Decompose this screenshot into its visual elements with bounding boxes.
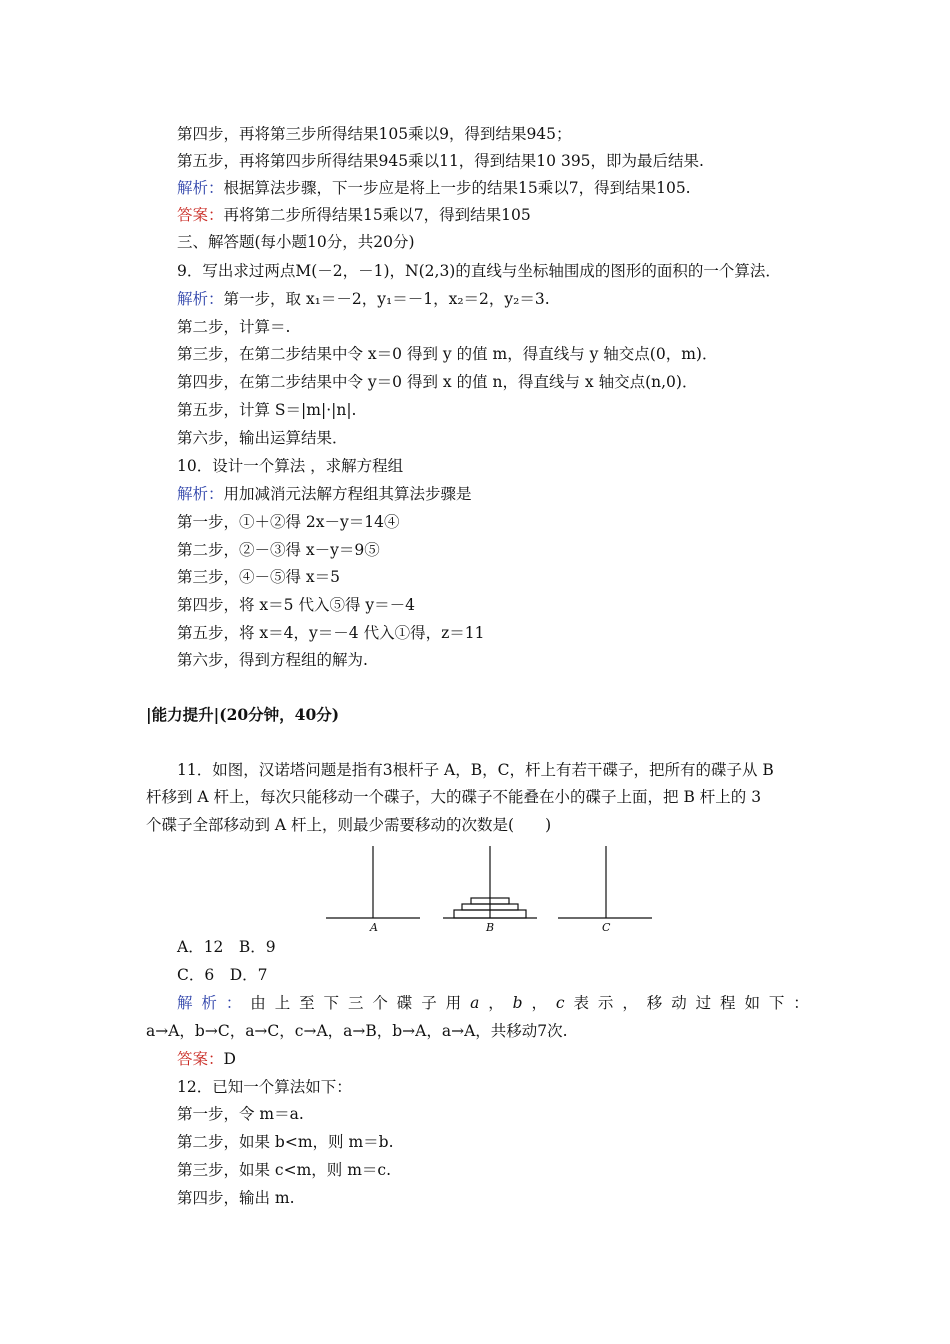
analysis-char: 移	[646, 994, 663, 1012]
text-line: 第四步，将 x＝5 代入⑤得 y＝－4	[177, 596, 416, 614]
rod-label-a: A	[370, 921, 378, 934]
analysis-char: ，	[488, 994, 504, 1012]
analysis-char: 下	[323, 994, 340, 1012]
analysis-char: 用	[445, 994, 462, 1012]
analysis-char: 程	[720, 994, 736, 1012]
text-line: 第一步，①＋②得 2x－y＝14④	[177, 513, 400, 531]
text-line: 第六步，输出运算结果．	[177, 429, 348, 447]
analysis-char: 由	[250, 994, 266, 1012]
text-line: 第四步，在第二步结果中令 y＝0 得到 x 的值 n，得直线与 x 轴交点(n,0)．	[177, 373, 698, 391]
question-9: 9．写出求过两点M(－2，－1)，N(2,3)的直线与坐标轴围成的图形的面积的一个算法．	[177, 262, 781, 280]
text-line: 第五步，再将第四步所得结果945乘以11，得到结果10 395，即为最后结果.	[177, 152, 704, 170]
analysis-label: 解析：	[177, 179, 224, 197]
options-ab: A．12 B．9	[177, 938, 276, 956]
analysis-line	[177, 289, 550, 309]
analysis-label-char: 解	[177, 994, 193, 1012]
analysis-char: 示	[597, 994, 614, 1012]
analysis-char: 表	[573, 994, 590, 1012]
text-line: 第二步，②－③得 x－y＝9⑤	[177, 541, 380, 559]
hanoi-figure	[320, 843, 660, 935]
analysis-label-char: ：	[225, 994, 242, 1012]
text-line: 第一步，令 m＝a.	[177, 1105, 304, 1123]
analysis-char: 三	[347, 994, 364, 1012]
question-10: 10．设计一个算法 ，求解方程组	[177, 457, 404, 475]
analysis-char: c	[555, 994, 565, 1012]
question-11: 11．如图，汉诺塔问题是指有3根杆子 A，B，C，杆上有若干碟子，把所有的碟子从 B	[177, 761, 774, 779]
analysis-char: 动	[671, 994, 687, 1012]
text-line: 第五步，计算 S＝|m|·|n|.	[177, 401, 357, 419]
analysis-line-cont: a→A，b→C，a→C，c→A，a→B，b→A，a→A，共移动7次.	[146, 1022, 568, 1040]
question-11-cont: 杆移到 A 杆上，每次只能移动一个碟子，大的碟子不能叠在小的碟子上面，把 B 杆上的 3	[146, 788, 762, 806]
answer-label: 答案：	[177, 206, 224, 224]
analysis-char: 上	[274, 994, 291, 1012]
analysis-text: 用加减消元法解方程组其算法步骤是	[223, 485, 472, 503]
text-line: 第四步，再将第三步所得结果105乘以9，得到结果945；	[177, 125, 572, 143]
section-heading: 三、解答题(每小题10分，共20分)	[177, 233, 415, 251]
text-line: 第二步，计算＝.	[177, 318, 291, 336]
analysis-char: ：	[793, 994, 809, 1012]
answer-text: D	[223, 1050, 236, 1068]
analysis-char: 个	[372, 994, 388, 1012]
analysis-char: 至	[299, 994, 315, 1012]
answer-text: 再将第二步所得结果15乘以7，得到结果105	[223, 206, 531, 224]
analysis-label: 解析：	[177, 485, 224, 503]
analysis-char: 下	[768, 994, 785, 1012]
question-11-cont: 个碟子全部移动到 A 杆上，则最少需要移动的次数是( )	[146, 816, 552, 834]
options-cd: C．6 D．7	[177, 966, 268, 984]
analysis-char: 过	[695, 994, 712, 1012]
text-line: 第三步，如果 c<m，则 m＝c.	[177, 1161, 392, 1179]
analysis-char: 碟	[396, 994, 413, 1012]
analysis-char: ，	[622, 994, 638, 1012]
text-line: 第六步，得到方程组的解为.	[177, 651, 368, 669]
analysis-text: 根据算法步骤，下一步应是将上一步的结果15乘以7，得到结果105.	[223, 179, 691, 197]
analysis-label-char: 析	[201, 994, 217, 1012]
analysis-line-justified	[177, 993, 809, 1013]
analysis-text: 第一步，取 x₁＝－2，y₁＝－1，x₂＝2，y₂＝3.	[223, 290, 550, 308]
analysis-char: ，	[531, 994, 547, 1012]
answer-line	[177, 205, 531, 225]
answer-label: 答案：	[177, 1050, 224, 1068]
analysis-line	[177, 178, 691, 198]
text-line: 第三步，在第二步结果中令 x＝0 得到 y 的值 m，得直线与 y 轴交点(0，m)．	[177, 345, 718, 363]
text-line: 第五步，将 x＝4，y＝－4 代入①得，z＝11	[177, 624, 485, 642]
section-ability: |能力提升|(20分钟，40分)	[146, 705, 340, 724]
analysis-char: 如	[744, 994, 760, 1012]
text-line: 第四步，输出 m.	[177, 1189, 295, 1207]
analysis-char: b	[512, 994, 523, 1012]
analysis-char: a	[470, 994, 480, 1012]
text-line: 第三步，④－⑤得 x＝5	[177, 568, 341, 586]
question-12: 12．已知一个算法如下：	[177, 1078, 352, 1096]
answer-line	[177, 1049, 236, 1069]
analysis-label: 解析：	[177, 290, 224, 308]
analysis-char: 子	[421, 994, 437, 1012]
rod-label-b: B	[486, 921, 495, 934]
text-line: 第二步，如果 b<m，则 m＝b.	[177, 1133, 394, 1151]
rod-label-c: C	[602, 921, 611, 934]
analysis-line	[177, 484, 472, 504]
